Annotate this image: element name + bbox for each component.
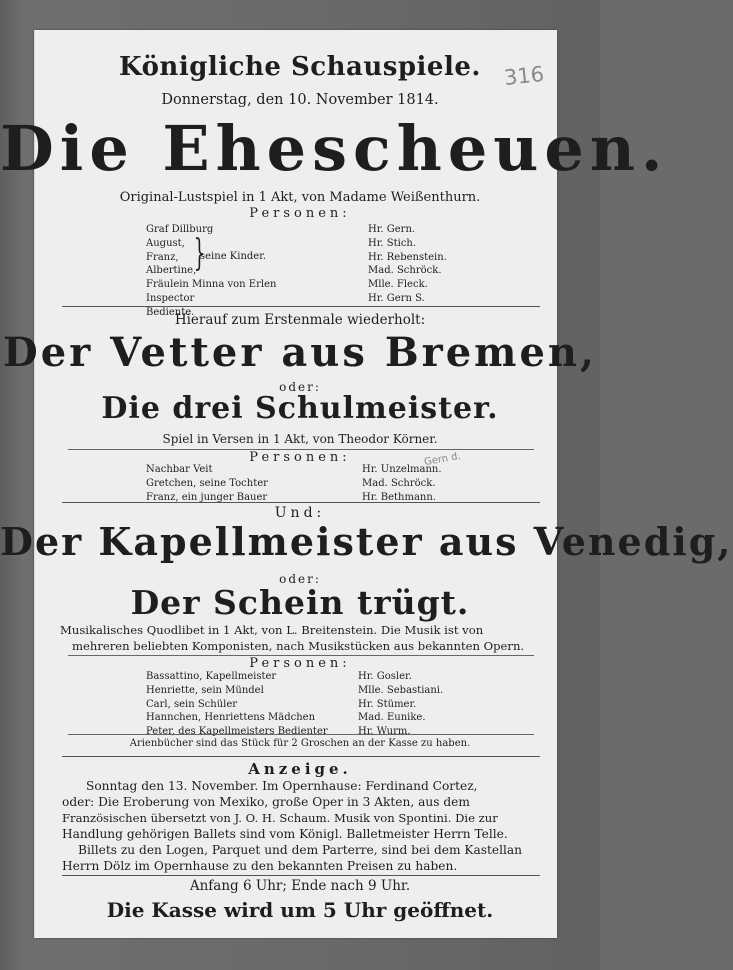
role: Bassattino, Kapellmeister (146, 671, 277, 682)
actor: Mad. Eunike. (358, 712, 426, 724)
role: Henriette, sein Mündel (146, 684, 264, 696)
anzeige-heading: Anzeige. (248, 760, 352, 778)
role: Hannchen, Henriettens Mädchen (146, 712, 316, 724)
play1-personen-heading: Personen: (249, 206, 351, 221)
actor: Mad. Schröck. (368, 265, 442, 277)
play3-alt-title: Der Schein trügt. (130, 583, 470, 622)
arienbuecher-note: Arienbücher sind das Stück für 2 Groschen an der Kasse zu haben. (129, 738, 471, 749)
role: Franz, (146, 251, 179, 263)
brace-glyph: } (193, 233, 206, 274)
actor: Hr. Rebenstein. (368, 251, 447, 263)
play3-description-line2: mehreren beliebten Komponisten, nach Musikstücken aus bekannten Opern. (72, 639, 525, 653)
divider-rule (62, 756, 540, 757)
actor: Hr. Gosler. (358, 671, 412, 682)
play3-actors (358, 670, 443, 739)
actor: Mlle. Sebastiani. (358, 684, 444, 696)
play3-oder: oder: (279, 572, 321, 586)
play2-roles (146, 463, 268, 504)
role: Nachbar Veit (146, 464, 213, 475)
actor: Mlle. Fleck. (368, 279, 428, 291)
divider-rule (62, 306, 540, 307)
play2-oder: oder: (279, 380, 321, 394)
role: Franz, ein junger Bauer (146, 491, 268, 503)
actor: Hr. Stümer. (358, 698, 417, 710)
play2-title: Der Vetter aus Bremen, (3, 329, 597, 376)
performance-date: Donnerstag, den 10. November 1814. (161, 92, 439, 108)
role: Albertine, (146, 265, 197, 277)
play2-personen-heading: Personen: (249, 450, 351, 465)
pencil-note: Gern d. (423, 450, 462, 469)
anfang-ende: Anfang 6 Uhr; Ende nach 9 Uhr. (189, 878, 411, 894)
role: Fräulein Minna von Erlen (146, 279, 277, 291)
actor: Hr. Unzelmann. (362, 464, 442, 475)
kasse-notice: Die Kasse wird um 5 Uhr geöffnet. (106, 898, 494, 922)
role: Inspector (146, 292, 195, 304)
pencil-page-number: 316 (502, 61, 546, 91)
role: Graf Dillburg (146, 224, 214, 235)
actor: Hr. Wurm. (358, 726, 411, 738)
play2-alt-title: Die drei Schulmeister. (101, 391, 499, 426)
divider-rule (62, 502, 540, 503)
anzeige-line: oder: Die Eroberung von Mexiko, große Oper in 3 Akten, aus dem (62, 795, 470, 809)
play2-subtitle: Spiel in Versen in 1 Akt, von Theodor Körner. (162, 432, 438, 446)
play1-actors (368, 223, 447, 306)
theatre-header: Königliche Schauspiele. (119, 52, 481, 82)
role: Carl, sein Schüler (146, 698, 238, 710)
play1-brace-label: seine Kinder. (200, 251, 267, 262)
divider-rule (62, 875, 540, 876)
anzeige-line: Handlung gehörigen Ballets sind vom Königl. Balletmeister Herrn Telle. (62, 827, 508, 841)
actor: Hr. Gern S. (368, 292, 425, 304)
actor: Mad. Schröck. (362, 477, 436, 489)
anzeige-line: Herrn Dölz im Opernhause zu den bekannten Preisen zu haben. (62, 859, 458, 873)
role: Bediente. (146, 306, 195, 318)
play3-personen-heading: Personen: (249, 656, 351, 671)
actor: Hr. Stich. (368, 237, 417, 249)
play3-description-line1: Musikalisches Quodlibet in 1 Akt, von L. Breitenstein. Die Musik ist von (60, 623, 484, 637)
role: Peter, des Kapellmeisters Bedienter (146, 726, 328, 738)
play2-intro: Hierauf zum Erstenmale wiederholt: (174, 312, 426, 328)
play2-actors (362, 463, 442, 504)
play1-subtitle: Original-Lustspiel in 1 Akt, von Madame Weißenthurn. (119, 190, 481, 205)
anzeige-line: Sonntag den 13. November. Im Opernhause: Ferdinand Cortez, (86, 779, 478, 793)
role: August, (146, 237, 185, 249)
anzeige-line: Billets zu den Logen, Parquet und dem Parterre, sind bei dem Kastellan (78, 843, 523, 857)
play1-title: Die Ehescheuen. (0, 112, 669, 185)
play3-roles (146, 670, 328, 739)
anzeige-line: Französischen übersetzt von J. O. H. Schaum. Musik von Spontini. Die zur (62, 811, 498, 825)
divider-rule (68, 734, 534, 735)
actor: Hr. Gern. (368, 224, 416, 235)
actor: Hr. Bethmann. (362, 491, 436, 503)
play3-title: Der Kapellmeister aus Venedig, (0, 519, 733, 564)
play3-und: Und: (274, 505, 326, 521)
role: Gretchen, seine Tochter (146, 477, 268, 489)
